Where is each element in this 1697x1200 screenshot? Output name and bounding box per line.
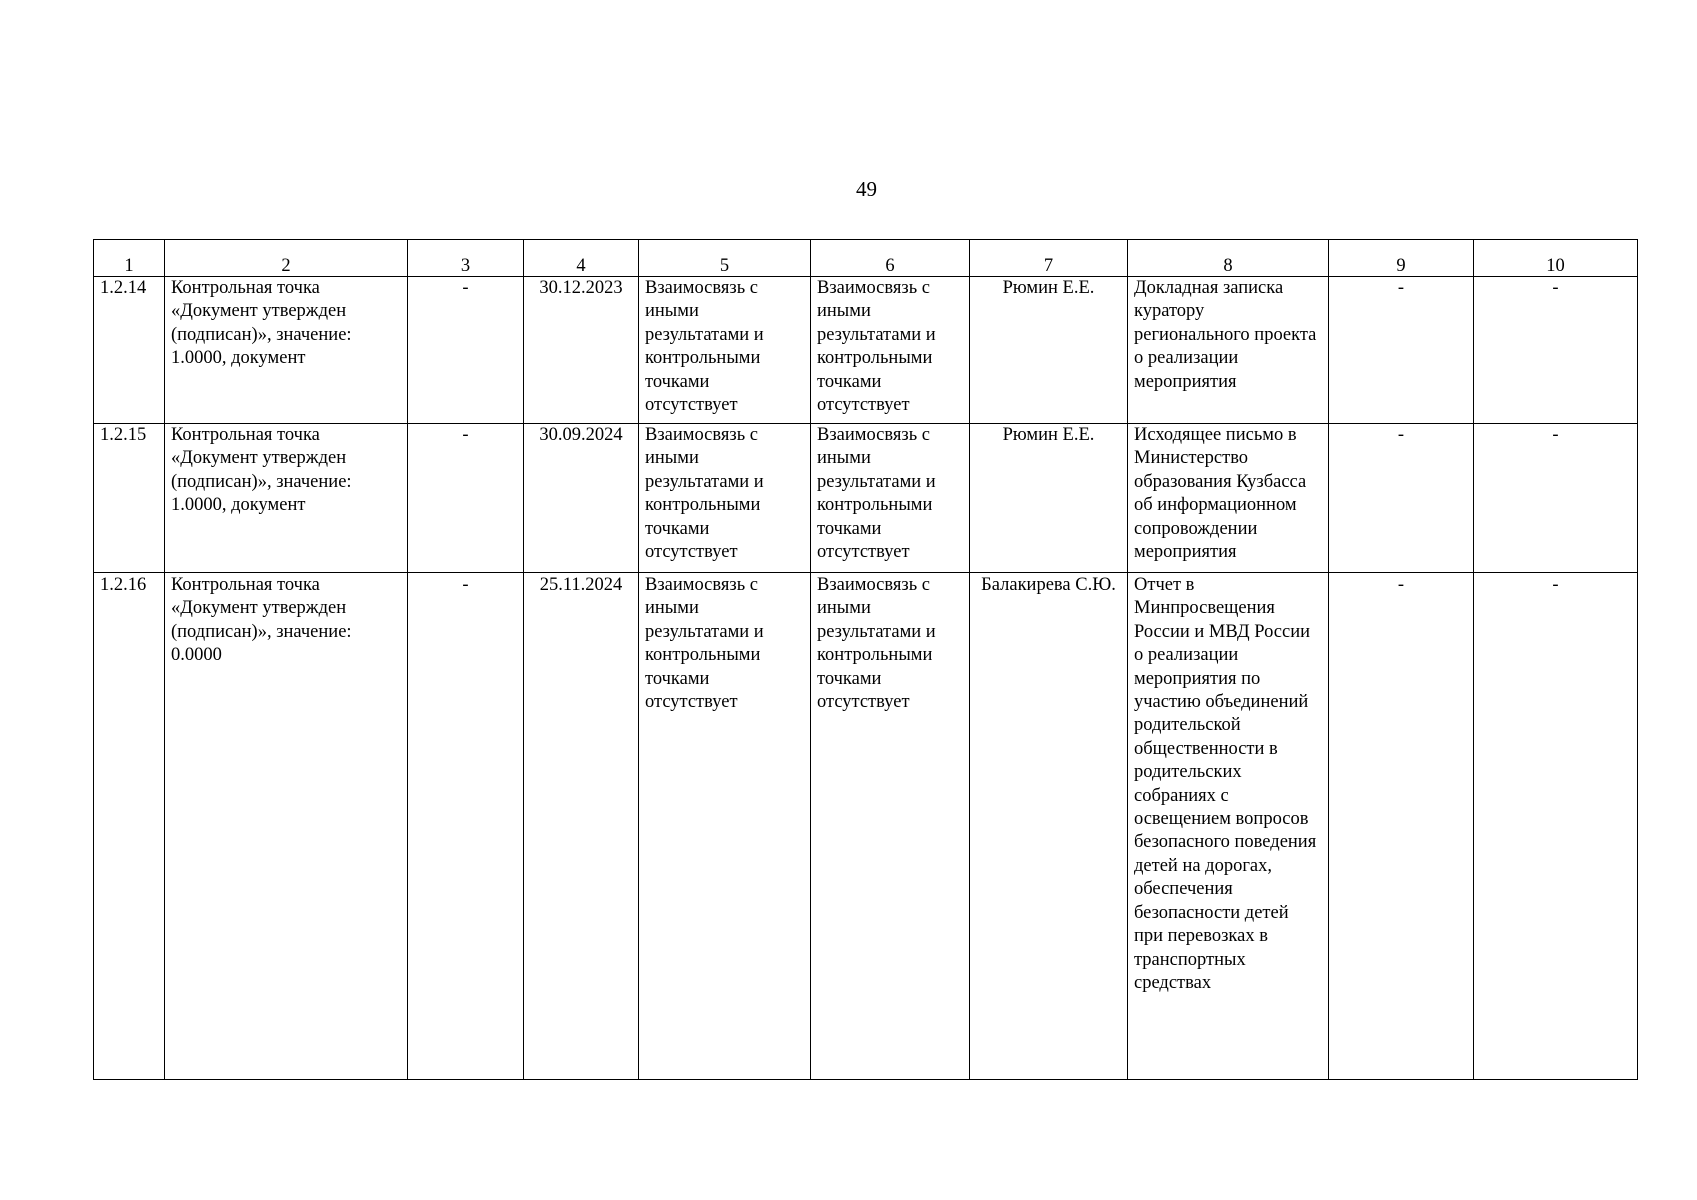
relation-cell: Взаимосвязь с иными результатами и контрольными точками отсутствует [639,573,811,1080]
column-9-cell: - [1329,277,1474,424]
table-row [94,573,1638,1080]
header-cell: 1 [94,240,165,277]
responsible-cell: Рюмин Е.Е. [970,277,1128,424]
row-number-cell: 1.2.14 [94,277,165,424]
column-10-cell: - [1474,277,1638,424]
document-cell: Отчет в Минпросвещения России и МВД России о реализации мероприятия по участию объединений родительской общественности в родительских собраниях с освещением вопросов безопасного поведения детей на дорогах, обеспечения безопасности детей при перевозках в транспортных средствах [1128,573,1329,1080]
date-cell: 25.11.2024 [524,573,639,1080]
column-9-cell: - [1329,424,1474,573]
document-cell: Докладная записка куратору регионального проекта о реализации мероприятия [1128,277,1329,424]
control-point-name-cell: Контрольная точка «Документ утвержден (подписан)», значение: 0.0000 [165,573,408,1080]
control-point-name-cell: Контрольная точка «Документ утвержден (подписан)», значение: 1.0000, документ [165,424,408,573]
responsible-cell: Рюмин Е.Е. [970,424,1128,573]
date-cell: 30.12.2023 [524,277,639,424]
header-cell: 5 [639,240,811,277]
relation-cell: Взаимосвязь с иными результатами и контрольными точками отсутствует [639,277,811,424]
header-cell: 9 [1329,240,1474,277]
header-cell: 4 [524,240,639,277]
relation-cell: Взаимосвязь с иными результатами и контрольными точками отсутствует [811,424,970,573]
control-points-table [93,239,1638,1080]
date-cell: 30.09.2024 [524,424,639,573]
header-cell: 6 [811,240,970,277]
table-row [94,424,1638,573]
header-cell: 8 [1128,240,1329,277]
column-3-cell: - [408,573,524,1080]
header-cell: 7 [970,240,1128,277]
header-cell: 10 [1474,240,1638,277]
row-number-cell: 1.2.15 [94,424,165,573]
relation-cell: Взаимосвязь с иными результатами и контрольными точками отсутствует [811,277,970,424]
table-header-row [94,240,1638,277]
page-number: 49 [856,177,877,201]
relation-cell: Взаимосвязь с иными результатами и контрольными точками отсутствует [811,573,970,1080]
column-10-cell: - [1474,424,1638,573]
responsible-cell: Балакирева С.Ю. [970,573,1128,1080]
document-cell: Исходящее письмо в Министерство образования Кузбасса об информационном сопровождении мероприятия [1128,424,1329,573]
column-10-cell: - [1474,573,1638,1080]
column-9-cell: - [1329,573,1474,1080]
column-3-cell: - [408,277,524,424]
column-3-cell: - [408,424,524,573]
relation-cell: Взаимосвязь с иными результатами и контрольными точками отсутствует [639,424,811,573]
header-cell: 3 [408,240,524,277]
row-number-cell: 1.2.16 [94,573,165,1080]
table-row [94,277,1638,424]
header-cell: 2 [165,240,408,277]
control-point-name-cell: Контрольная точка «Документ утвержден (подписан)», значение: 1.0000, документ [165,277,408,424]
